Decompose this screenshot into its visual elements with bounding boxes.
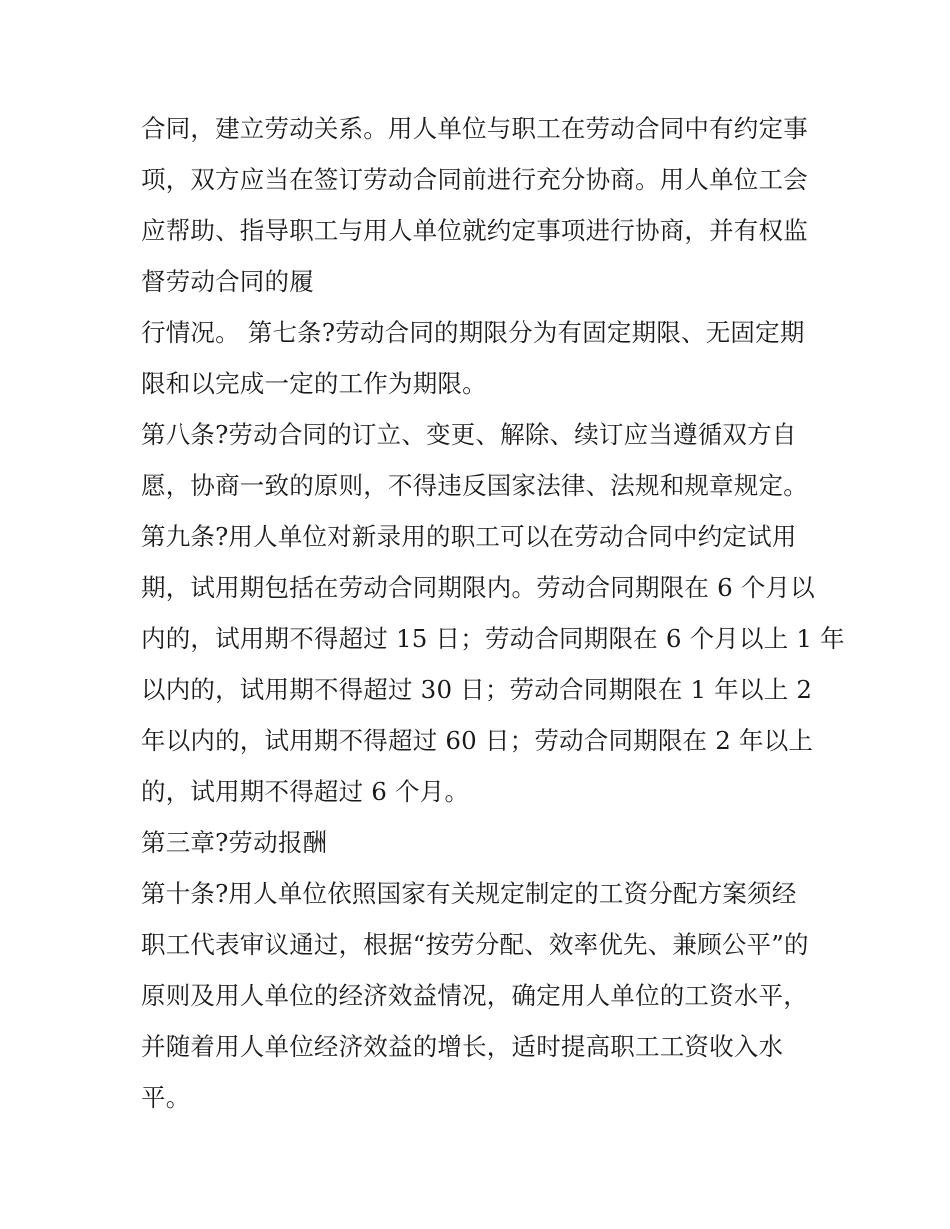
document-body (141, 103, 845, 1123)
text-line: 平。 (141, 1083, 191, 1112)
text-line: 应帮助、指导职工与用人单位就约定事项进行协商，并有权监 (141, 216, 808, 245)
text-line: 项，双方应当在签订劳动合同前进行充分协商。用人单位工会 (141, 165, 808, 194)
text-line: 第九条?用人单位对新录用的职工可以在劳动合同中约定试用 (141, 522, 797, 551)
text-line: 第八条?劳动合同的订立、变更、解除、续订应当遵循双方自 (141, 420, 797, 449)
text-line: 愿，协商一致的原则，不得违反国家法律、法规和规章规定。 (141, 471, 808, 500)
text-line: 限和以完成一定的工作为期限。 (141, 369, 487, 398)
text-line: 职工代表审议通过，根据“按劳分配、效率优先、兼顾公平”的 (141, 930, 809, 959)
text-line: 年以内的，试用期不得超过 60 日；劳动合同期限在 2 年以上 (141, 726, 814, 755)
chapter-heading: 第三章?劳动报酬 (141, 828, 328, 857)
text-line: 内的，试用期不得超过 15 日；劳动合同期限在 6 个月以上 1 年 (141, 624, 845, 653)
text-line: 督劳动合同的履 (141, 267, 314, 296)
text-line: 第十条?用人单位依照国家有关规定制定的工资分配方案须经 (141, 879, 797, 908)
text-line: 原则及用人单位的经济效益情况，确定用人单位的工资水平， (141, 981, 808, 1010)
text-line: 的，试用期不得超过 6 个月。 (141, 777, 470, 806)
text-line: 期，试用期包括在劳动合同期限内。劳动合同期限在 6 个月以 (141, 573, 815, 602)
text-line: 合同，建立劳动关系。用人单位与职工在劳动合同中有约定事 (141, 114, 808, 143)
text-line: 以内的，试用期不得超过 30 日；劳动合同期限在 1 年以上 2 (141, 675, 813, 704)
text-line: 行情况。 第七条?劳动合同的期限分为有固定期限、无固定期 (141, 318, 805, 347)
text-line: 并随着用人单位经济效益的增长，适时提高职工工资收入水 (141, 1032, 784, 1061)
